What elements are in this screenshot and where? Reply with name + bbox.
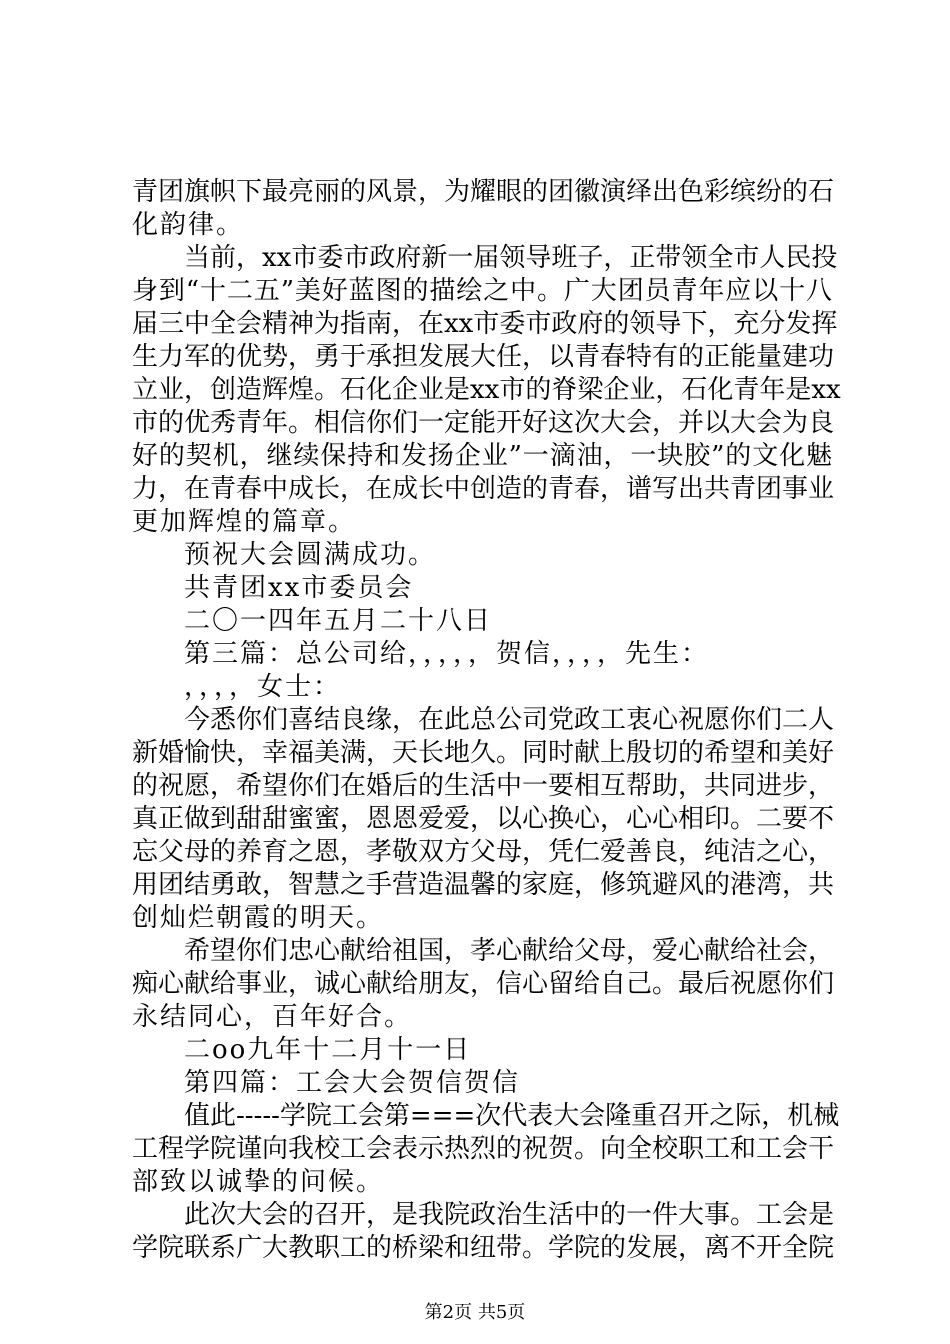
text-line: 身到“十二五”美好蓝图的描绘之中。广大团员青年应以十八: [132, 276, 832, 306]
text-line: 用团结勇敢，智慧之手营造温馨的家庭，修筑避风的港湾，共: [132, 870, 835, 900]
text-line: 真正做到甜甜蜜蜜，恩恩爱爱，以心换心，心心相印。二要不: [132, 804, 835, 834]
text-line: 届三中全会精神为指南，在xx市委市政府的领导下，充分发挥: [132, 309, 838, 339]
text-line: 好的契机，继续保持和发扬企业”一滴油，一块胶”的文化魅: [132, 441, 832, 471]
text-line: 此次大会的召开，是我院政治生活中的一件大事。工会是: [184, 1200, 835, 1230]
text-line: 部致以诚挚的问候。: [132, 1167, 385, 1197]
text-line: 学院联系广大教职工的桥梁和纽带。学院的发展，离不开全院: [132, 1233, 835, 1263]
document-body: [132, 176, 841, 1265]
text-line: 工程学院谨向我校工会表示热烈的祝贺。向全校职工和工会干: [132, 1134, 835, 1164]
page-footer: [0, 1302, 950, 1324]
text-line: 忘父母的养育之恩，孝敬双方父母，凭仁爱善良，纯洁之心，: [132, 837, 835, 867]
page-number-label: 第2页 共5页: [424, 1302, 526, 1323]
text-line: 青团旗帜下最亮丽的风景，为耀眼的团徽演绎出色彩缤纷的石: [132, 177, 835, 207]
text-line: 的祝愿，希望你们在婚后的生活中一要相互帮助，共同进步，: [132, 771, 835, 801]
text-line: 预祝大会圆满成功。: [184, 540, 437, 570]
text-line: ，，，，女士：: [184, 672, 342, 702]
text-line: 希望你们忠心献给祖国，孝心献给父母，爱心献给社会，: [184, 936, 835, 966]
text-line: 共青团xx市委员会: [184, 573, 414, 603]
text-line: 市的优秀青年。相信你们一定能开好这次大会，并以大会为良: [132, 408, 835, 438]
text-line: 生力军的优势，勇于承担发展大任，以青春特有的正能量建功: [132, 342, 835, 372]
text-line: 痴心献给事业，诚心献给朋友，信心留给自己。最后祝愿你们: [132, 969, 835, 999]
text-line: 更加辉煌的篇章。: [132, 507, 357, 537]
text-line: 当前，xx市委市政府新一届领导班子，正带领全市人民投: [184, 243, 838, 273]
text-line: 今悉你们喜结良缘，在此总公司党政工衷心祝愿你们二人: [184, 705, 835, 735]
text-line: 新婚愉快，幸福美满，天长地久。同时献上殷切的希望和美好: [132, 738, 835, 768]
text-line: 二oo九年十二月十一日: [184, 1035, 472, 1065]
text-line: 立业，创造辉煌。石化企业是xx市的脊梁企业，石化青年是xx: [132, 375, 841, 405]
text-line: 第四篇：工会大会贺信贺信: [184, 1068, 521, 1098]
text-line: 创灿烂朝霞的明天。: [132, 903, 385, 933]
text-line: 永结同心，百年好合。: [132, 1002, 413, 1032]
text-line: 力，在青春中成长，在成长中创造的青春，谱写出共青团事业: [132, 474, 835, 504]
text-line: 二〇一四年五月二十八日: [184, 606, 493, 636]
text-line: 化韵律。: [132, 210, 245, 240]
text-line: 值此-----学院工会第===次代表大会隆重召开之际，机械: [184, 1101, 840, 1131]
text-line: 第三篇：总公司给，，，，，贺信，，，，先生：: [184, 639, 710, 669]
